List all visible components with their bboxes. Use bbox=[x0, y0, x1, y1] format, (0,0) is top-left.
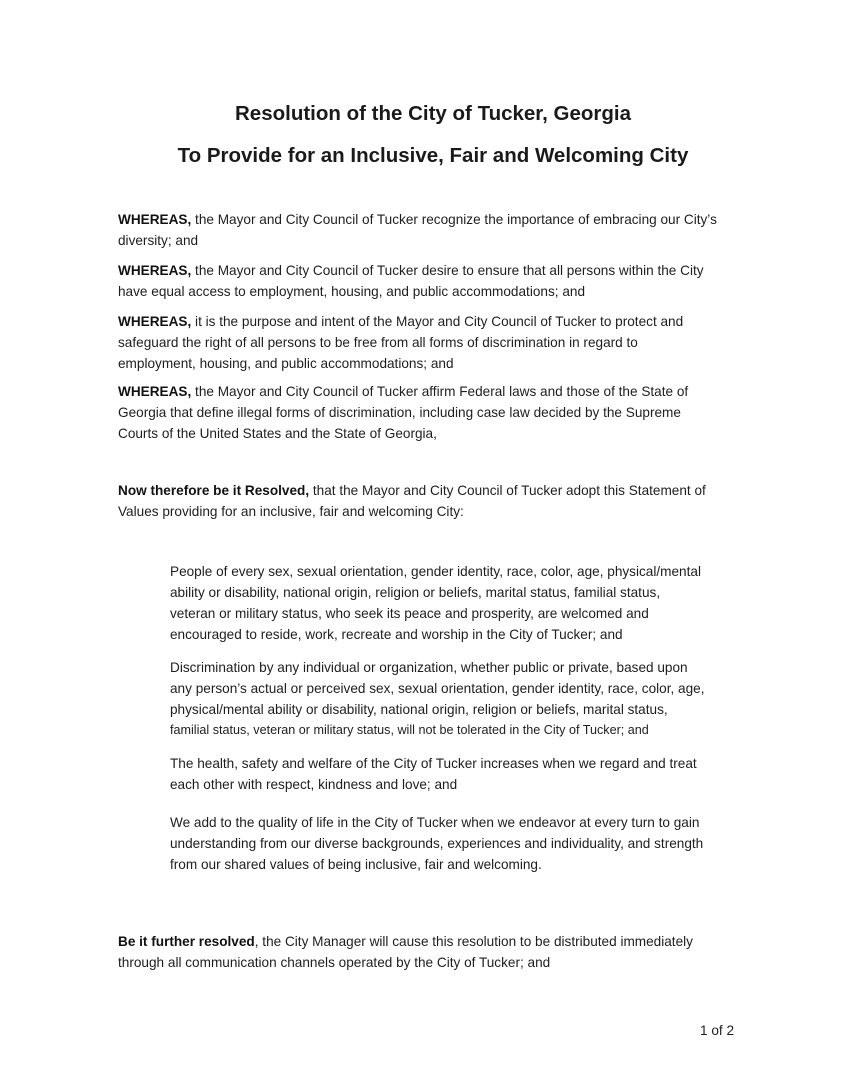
whereas-lead: WHEREAS, bbox=[118, 314, 192, 329]
resolved-text: that the Mayor and City Council of Tucker adopt this Statement of bbox=[309, 483, 706, 498]
resolved-lead: Now therefore be it Resolved, bbox=[118, 483, 310, 498]
whereas-text: the Mayor and City Council of Tucker recognize the importance of embracing our City’s bbox=[191, 212, 717, 227]
whereas-text: diversity; and bbox=[118, 233, 199, 248]
value-text: The health, safety and welfare of the City of Tucker increases when we regard and treat bbox=[170, 756, 697, 771]
further-resolved-lead: Be it further resolved bbox=[118, 934, 255, 949]
value-text: People of every sex, sexual orientation, gender identity, race, color, age, physical/mental bbox=[170, 564, 701, 579]
document-title: Resolution of the City of Tucker, Georgia bbox=[235, 102, 631, 125]
whereas-text: have equal access to employment, housing, and public accommodations; and bbox=[118, 284, 585, 299]
whereas-text: Georgia that define illegal forms of discrimination, including case law decided by the Supreme bbox=[118, 405, 681, 420]
further-resolved-clause bbox=[118, 931, 693, 973]
whereas-text: employment, housing, and public accommodations; and bbox=[118, 356, 454, 371]
value-text: any person’s actual or perceived sex, sexual orientation, gender identity, race, color, age, bbox=[170, 681, 705, 696]
whereas-text: it is the purpose and intent of the Mayor and City Council of Tucker to protect and bbox=[191, 314, 684, 329]
value-text: ability or disability, national origin, religion or beliefs, marital status, familial status, bbox=[170, 585, 661, 600]
further-resolved-text: through all communication channels operated by the City of Tucker; and bbox=[118, 955, 551, 970]
value-text: veteran or military status, who seek its peace and prosperity, are welcomed and bbox=[170, 606, 649, 621]
value-text: understanding from our diverse backgrounds, experiences and individuality, and strength bbox=[170, 836, 704, 851]
resolved-text: Values providing for an inclusive, fair and welcoming City: bbox=[118, 504, 464, 519]
value-text: Discrimination by any individual or organization, whether public or private, based upon bbox=[170, 660, 688, 675]
value-text: physical/mental ability or disability, national origin, religion or beliefs, marital status, bbox=[170, 702, 668, 717]
whereas-lead: WHEREAS, bbox=[118, 384, 192, 399]
whereas-text: safeguard the right of all persons to be free from all forms of discrimination in regard to bbox=[118, 335, 638, 350]
whereas-lead: WHEREAS, bbox=[118, 263, 192, 278]
value-statement-4 bbox=[170, 812, 703, 875]
whereas-text: the Mayor and City Council of Tucker desire to ensure that all persons within the City bbox=[191, 263, 704, 278]
whereas-clause-4 bbox=[118, 381, 688, 444]
value-text: We add to the quality of life in the City of Tucker when we endeavor at every turn to gain bbox=[170, 815, 700, 830]
page-number: 1 of 2 bbox=[700, 1023, 735, 1038]
resolved-clause bbox=[118, 480, 706, 522]
whereas-lead: WHEREAS, bbox=[118, 212, 192, 227]
whereas-text: Courts of the United States and the State of Georgia, bbox=[118, 426, 437, 441]
whereas-clause-2 bbox=[118, 260, 704, 302]
value-text: each other with respect, kindness and love; and bbox=[170, 777, 458, 792]
value-statement-2 bbox=[170, 657, 705, 741]
value-statement-3 bbox=[170, 753, 697, 795]
document-subtitle: To Provide for an Inclusive, Fair and Welcoming City bbox=[177, 144, 689, 167]
value-statement-1 bbox=[170, 561, 701, 645]
value-text: encouraged to reside, work, recreate and worship in the City of Tucker; and bbox=[170, 627, 623, 642]
value-text: familial status, veteran or military status, will not be tolerated in the City of Tucker; and bbox=[170, 723, 649, 737]
whereas-text: the Mayor and City Council of Tucker affirm Federal laws and those of the State of bbox=[191, 384, 689, 399]
whereas-clause-1 bbox=[118, 209, 717, 251]
value-text: from our shared values of being inclusive, fair and welcoming. bbox=[170, 857, 542, 872]
whereas-clause-3 bbox=[118, 311, 683, 374]
further-resolved-text: , the City Manager will cause this resolution to be distributed immediately bbox=[254, 934, 693, 949]
